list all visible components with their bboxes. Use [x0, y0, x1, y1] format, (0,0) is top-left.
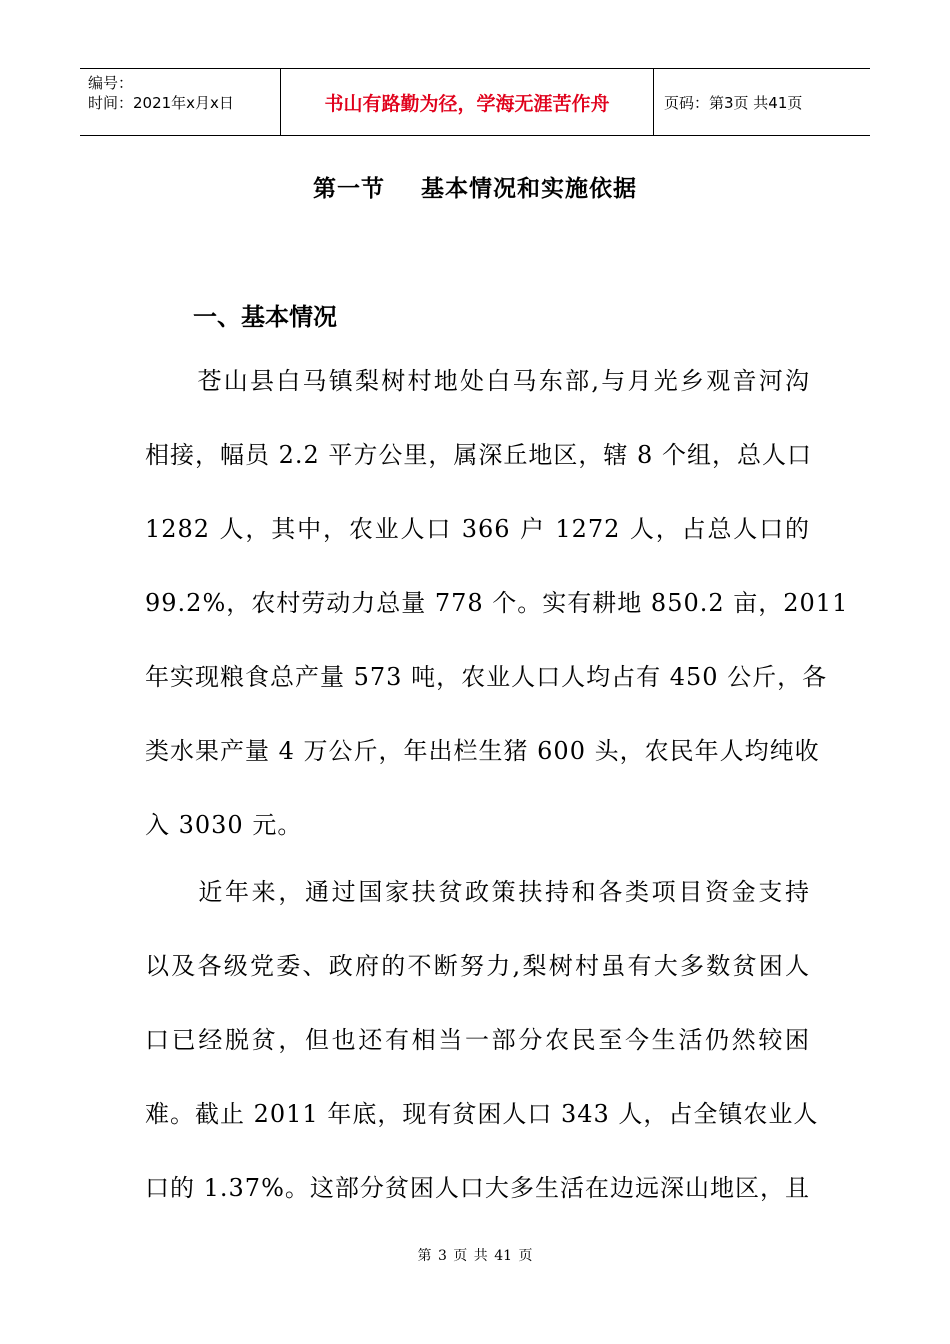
paragraph-line: 以及各级党委、政府的不断努力,梨树村虽有大多数贫困人	[145, 952, 810, 980]
paragraph-line: 类水果产量 4 万公斤，年出栏生猪 600 头，农民年人均纯收	[145, 737, 820, 765]
number-label: 编号：	[88, 74, 134, 92]
paragraph-line: 1282 人，其中，农业人口 366 户 1272 人，占总人口的	[145, 515, 810, 543]
page-info-text: 页码：第3页 共41页	[664, 93, 803, 112]
header-meta	[80, 69, 281, 135]
paragraph-line: 难。截止 2011 年底，现有贫困人口 343 人，占全镇农业人	[145, 1100, 819, 1128]
paragraph-line: 相接，幅员 2.2 平方公里，属深丘地区，辖 8 个组，总人口	[145, 441, 812, 469]
header-page-info	[654, 69, 870, 135]
header-motto	[281, 69, 654, 135]
paragraph-line: 99.2%，农村劳动力总量 778 个。实有耕地 850.2 亩，2011	[145, 589, 849, 617]
subheading: 一、基本情况	[193, 303, 337, 331]
page-footer: 第 3 页 共 41 页	[417, 1248, 533, 1264]
paragraph-2	[145, 855, 819, 1225]
paragraph-line: 近年来，通过国家扶贫政策扶持和各类项目资金支持	[145, 878, 810, 906]
paragraph-line: 年实现粮食总产量 573 吨，农业人口人均占有 450 公斤，各	[145, 663, 828, 691]
paragraph-1	[145, 344, 849, 862]
paragraph-line: 入 3030 元。	[145, 811, 303, 839]
motto-text: 书山有路勤为径，学海无涯苦作舟	[324, 92, 610, 115]
section-title: 第一节 基本情况和实施依据	[312, 176, 638, 202]
paragraph-line: 苍山县白马镇梨树村地处白马东部,与月光乡观音河沟	[145, 367, 810, 395]
document-header	[80, 68, 870, 136]
paragraph-line: 口的 1.37%。这部分贫困人口大多生活在边远深山地区，且	[145, 1174, 810, 1202]
paragraph-line: 口已经脱贫，但也还有相当一部分农民至今生活仍然较困	[145, 1026, 810, 1054]
time-label: 时间：2021年x月x日	[88, 94, 234, 112]
